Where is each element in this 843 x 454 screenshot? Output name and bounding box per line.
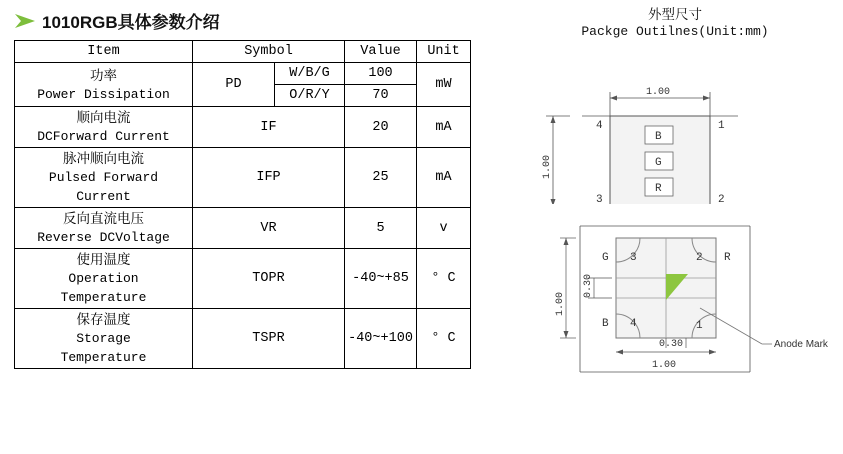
item-label-cn: 脉冲顺向电流 bbox=[63, 151, 144, 166]
row-item-reverse-dc-voltage bbox=[15, 208, 193, 249]
row-value-wbg: 100 bbox=[345, 63, 417, 85]
row-symbol-topr: TOPR bbox=[193, 249, 345, 309]
row-value-ifp: 25 bbox=[345, 148, 417, 208]
bottom-view-dim-left: 1.00 bbox=[555, 291, 566, 316]
item-label-cn: 保存温度 bbox=[76, 312, 131, 327]
row-value-tspr: -40~+100 bbox=[345, 309, 417, 369]
row-symbol-if: IF bbox=[193, 107, 345, 148]
item-label-cn: 使用温度 bbox=[76, 252, 131, 267]
row-symbol-vr: VR bbox=[193, 208, 345, 249]
row-unit-tspr: ° C bbox=[417, 309, 471, 369]
row-unit-ifp: mA bbox=[417, 148, 471, 208]
row-item-power bbox=[15, 63, 193, 107]
top-view-chip-b: B bbox=[655, 131, 662, 143]
row-value-vr: 5 bbox=[345, 208, 417, 249]
left-column bbox=[14, 8, 474, 369]
item-label-en: DCForward Current bbox=[37, 129, 170, 144]
table-header-row bbox=[15, 41, 471, 63]
row-symbol-tspr: TSPR bbox=[193, 309, 345, 369]
table-row bbox=[15, 148, 471, 208]
bottom-view-dim-left-inner: 0.30 bbox=[583, 273, 594, 298]
top-view-dim-top: 1.00 bbox=[646, 87, 671, 98]
item-label-en: Power Dissipation bbox=[37, 86, 170, 102]
row-unit-power: mW bbox=[417, 63, 471, 107]
bottom-view-drawing bbox=[520, 212, 830, 412]
row-item-pulsed-forward-current bbox=[15, 148, 193, 208]
table-row bbox=[15, 249, 471, 309]
item-label-en: Reverse DCVoltage bbox=[37, 230, 170, 245]
top-view-pin-4: 4 bbox=[596, 120, 603, 132]
bottom-view-pad-1: 1 bbox=[696, 320, 703, 332]
row-value-if: 20 bbox=[345, 107, 417, 148]
top-view-chip-g: G bbox=[655, 157, 662, 169]
arrow-right-icon bbox=[14, 12, 38, 30]
right-column bbox=[520, 6, 830, 412]
table-row bbox=[15, 107, 471, 148]
table-row bbox=[15, 208, 471, 249]
row-unit-vr: v bbox=[417, 208, 471, 249]
item-label-en: Operation bbox=[68, 271, 139, 286]
anode-mark-label: Anode Mark bbox=[774, 339, 828, 350]
row-unit-if: mA bbox=[417, 107, 471, 148]
row-symbol-ifp: IFP bbox=[193, 148, 345, 208]
bottom-view-pad-4: 4 bbox=[630, 318, 637, 330]
bottom-view-pad-r: R bbox=[724, 252, 731, 264]
bottom-view-pad-b: B bbox=[602, 318, 609, 330]
item-label-cn: 顺向电流 bbox=[76, 110, 131, 125]
bottom-view-dim-bottom-inner: 0.30 bbox=[659, 339, 684, 350]
row-value-topr: -40~+85 bbox=[345, 249, 417, 309]
top-view-pin-3: 3 bbox=[596, 194, 603, 204]
row-symbol-power: PD bbox=[193, 63, 275, 107]
top-view-pin-1: 1 bbox=[718, 120, 725, 132]
item-label-en-2: Temperature bbox=[60, 350, 147, 365]
row-item-operating-temperature bbox=[15, 249, 193, 309]
row-subtype-ory: O/R/Y bbox=[275, 85, 345, 107]
drawing-title-en: Packge Outilnes(Unit:mm) bbox=[581, 24, 769, 39]
top-view-chip-r: R bbox=[655, 183, 662, 195]
package-drawings bbox=[520, 44, 830, 412]
item-label-en: Pulsed Forward bbox=[48, 170, 159, 185]
item-label-en-2: Temperature bbox=[60, 290, 147, 305]
row-value-ory: 70 bbox=[345, 85, 417, 107]
top-view-dim-left: 1.00 bbox=[542, 154, 553, 179]
column-header-value: Value bbox=[345, 41, 417, 63]
section-heading-label: 1010RGB具体参数介绍 bbox=[42, 13, 220, 32]
row-item-dc-forward-current bbox=[15, 107, 193, 148]
specifications-table bbox=[14, 40, 471, 369]
bottom-view-pad-3: 3 bbox=[630, 252, 637, 264]
bottom-view-pad-2: 2 bbox=[696, 252, 703, 264]
row-unit-topr: ° C bbox=[417, 249, 471, 309]
row-item-storage-temperature bbox=[15, 309, 193, 369]
item-label-cn: 反向直流电压 bbox=[63, 211, 144, 226]
column-header-unit: Unit bbox=[417, 41, 471, 63]
bottom-view-dim-bottom: 1.00 bbox=[652, 360, 677, 371]
section-heading bbox=[14, 8, 474, 33]
top-view-drawing bbox=[520, 44, 830, 204]
bottom-view-pad-g: G bbox=[602, 252, 609, 264]
table-row bbox=[15, 63, 471, 85]
item-label-en: Storage bbox=[76, 331, 131, 346]
drawing-title bbox=[520, 6, 830, 40]
column-header-symbol: Symbol bbox=[193, 41, 345, 63]
column-header-item: Item bbox=[15, 41, 193, 63]
drawing-title-cn: 外型尺寸 bbox=[648, 7, 702, 22]
table-row bbox=[15, 309, 471, 369]
row-subtype-wbg: W/B/G bbox=[275, 63, 345, 85]
item-label-cn: 功率 bbox=[90, 67, 117, 83]
top-view-pin-2: 2 bbox=[718, 194, 725, 204]
item-label-en-2: Current bbox=[76, 189, 131, 204]
